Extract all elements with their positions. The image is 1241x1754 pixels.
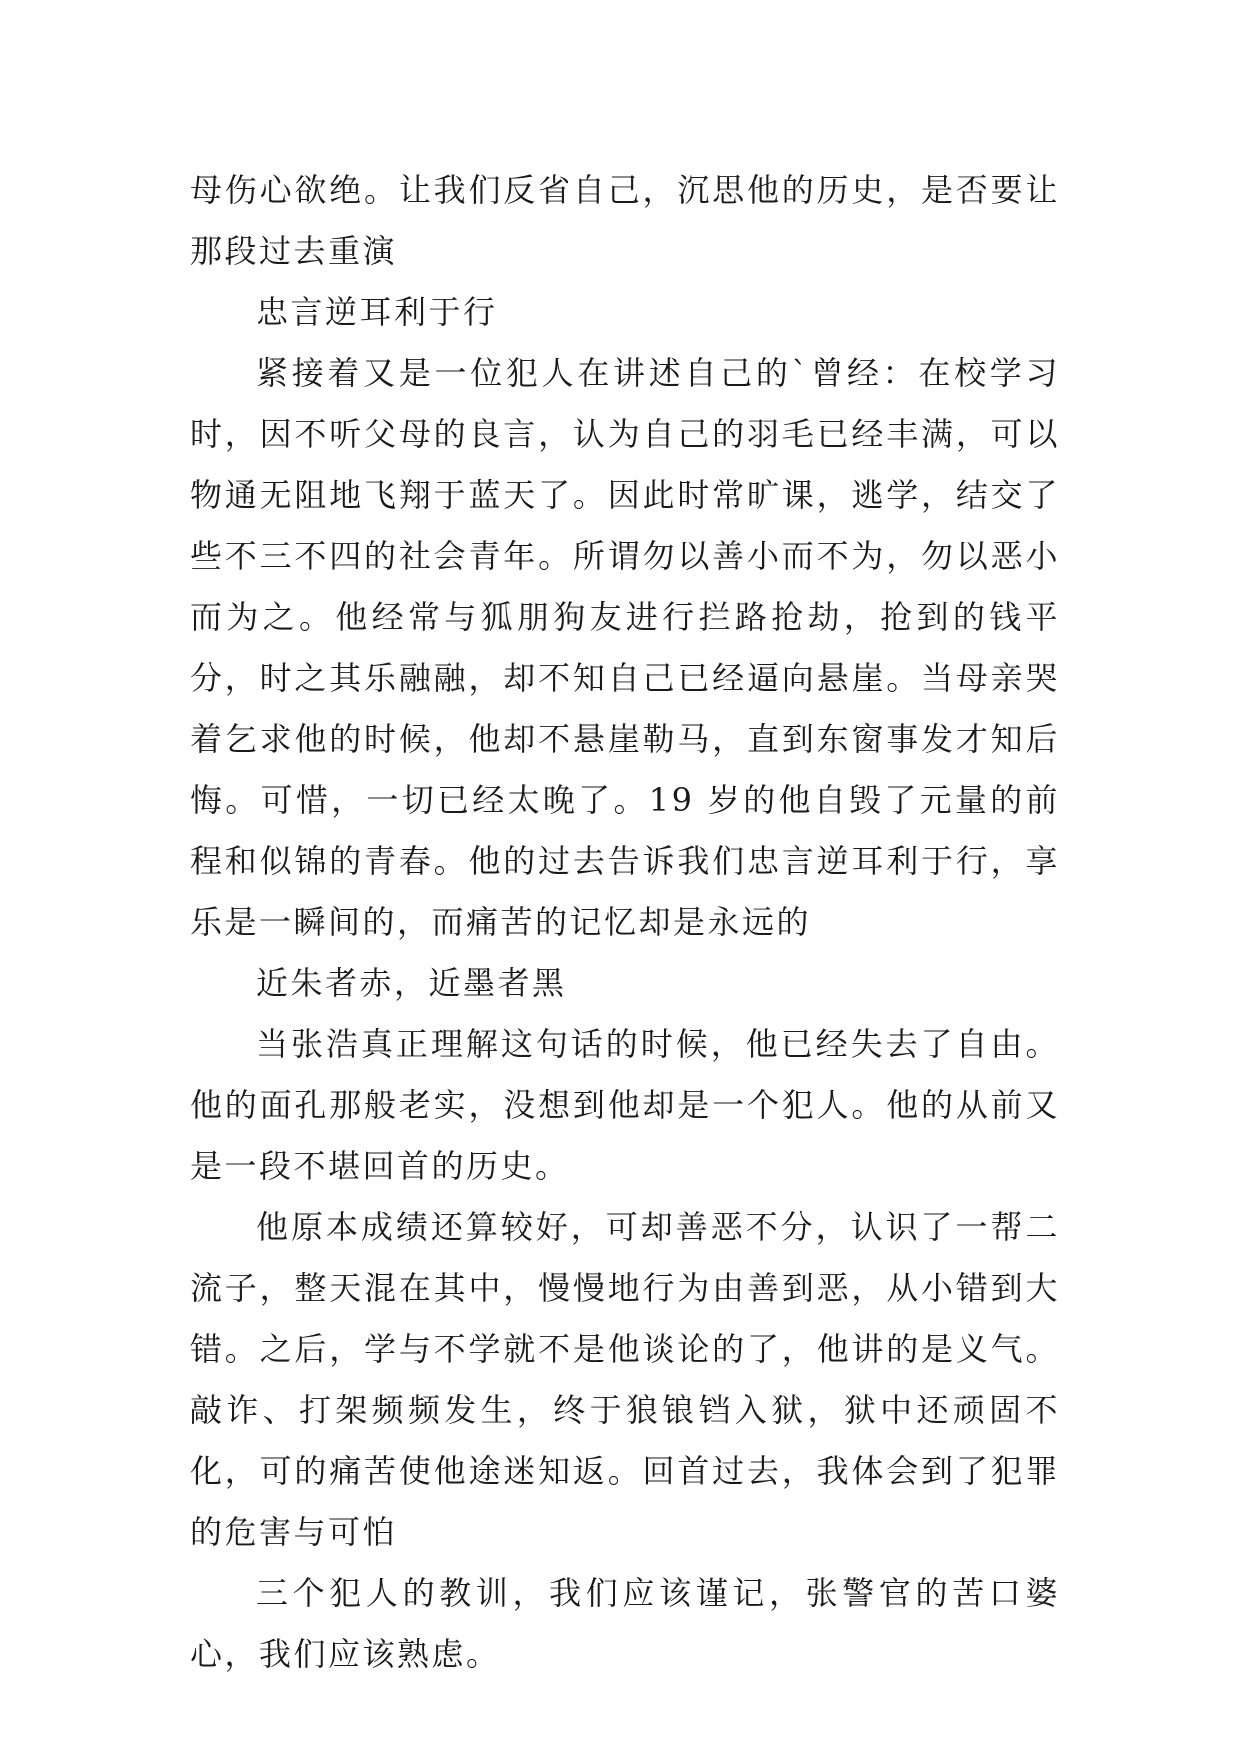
paragraph-zhang-hao-history: 他原本成绩还算较好，可却善恶不分，认识了一帮二流子，整天混在其中，慢慢地行为由善到恶，从小错到大错。之后，学与不学就不是他谈论的了，他讲的是义气。敲诈、打架频频发生，终于狼锒铛入狱，狱中还顽固不化，可的痛苦使他途迷知返。回首过去，我体会到了犯罪的危害与可怕 <box>190 1208 1060 1551</box>
section-heading-advice: 忠言逆耳利于行 <box>256 293 498 331</box>
document-body <box>190 160 1060 1685</box>
paragraph-continuation: 母伤心欲绝。让我们反省自己，沉思他的历史，是否要让那段过去重演 <box>190 171 1060 270</box>
paragraph-zhang-hao-intro: 当张浩真正理解这句话的时候，他已经失去了自由。他的面孔那般老实，没想到他却是一个犯人。他的从前又是一段不堪回首的历史。 <box>190 1025 1060 1185</box>
paragraph-conclusion: 三个犯人的教训，我们应该谨记，张警官的苦口婆心，我们应该熟虑。 <box>190 1574 1060 1673</box>
paragraph-second-prisoner: 紧接着又是一位犯人在讲述自己的`曾经：在校学习时，因不听父母的良言，认为自己的羽毛已经丰满，可以物通无阻地飞翔于蓝天了。因此时常旷课，逃学，结交了些不三不四的社会青年。所谓勿以善小而不为，勿以恶小而为之。他经常与狐朋狗友进行拦路抢劫，抢到的钱平分，时之其乐融融，却不知自己已经逼向悬崖。当母亲哭着乞求他的时候，他却不悬崖勒马，直到东窗事发才知后悔。可惜，一切已经太晚了。19 岁的他自毁了元量的前程和似锦的青春。他的过去告诉我们忠言逆耳利于行，享乐是一瞬间的，而痛苦的记忆却是永远的 <box>190 354 1060 941</box>
section-heading-company: 近朱者赤，近墨者黑 <box>256 964 567 1002</box>
